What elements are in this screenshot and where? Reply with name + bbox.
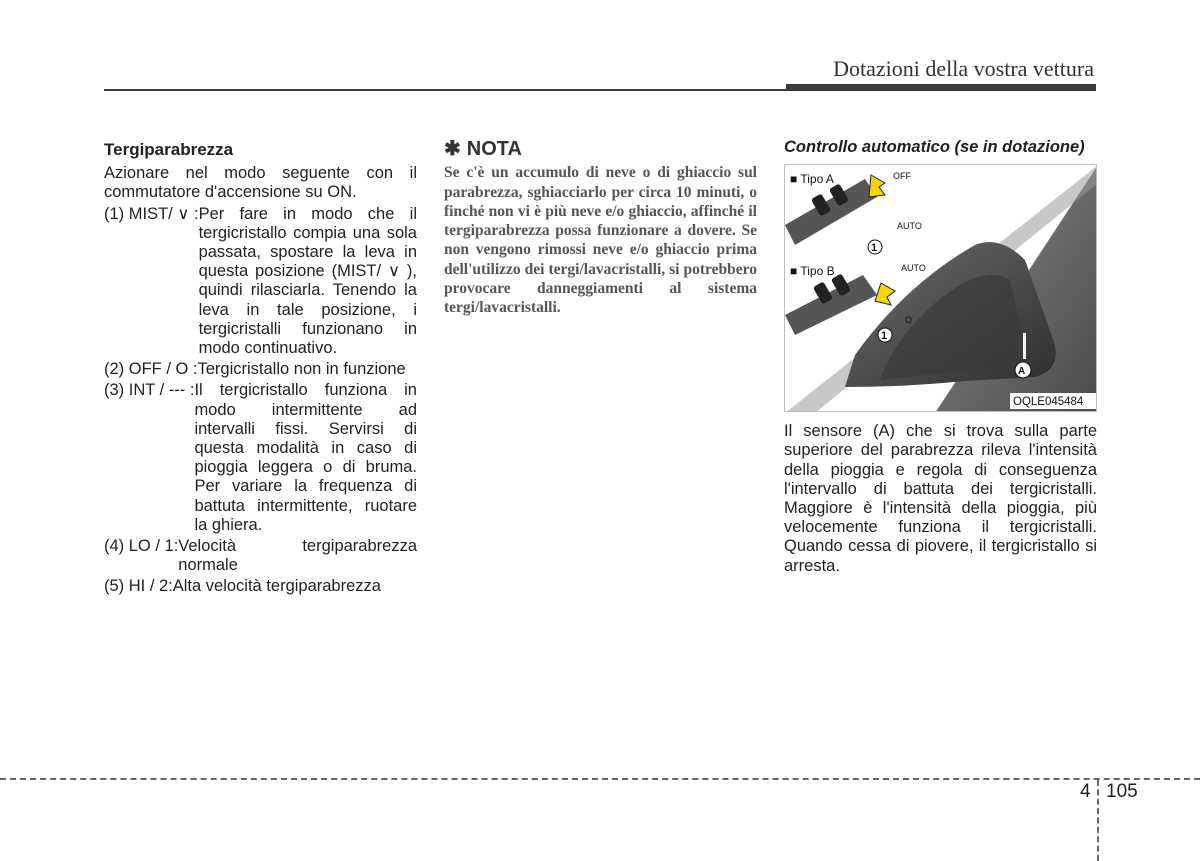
item-label: (3) INT / --- : (104, 381, 195, 400)
o-label: O (905, 315, 913, 326)
off-label: OFF (893, 171, 911, 182)
section-intro: Azionare nel modo seguente con il commutatore d'accensione su ON. (104, 164, 417, 202)
header-rule-bold (786, 84, 1096, 91)
callout-a: A (1018, 366, 1026, 378)
type-a-label: ■ Tipo A (790, 172, 834, 187)
item-text: Alta velocità tergiparabrezza (172, 577, 381, 596)
item-text: Il tergicristallo funziona in modo intermittente ad intervalli fissi. Servirsi di questa modalità in caso di pioggia leggera o di bruma. Per variare la frequenza di battuta intermittente, ruotare la ghiera. (194, 381, 417, 534)
list-item (104, 577, 417, 596)
footer-dashed-rule (0, 778, 1200, 780)
sensor-description: Il sensore (A) che si trova sulla parte superiore del parabrezza rileva l'intensità della pioggia e regola di conseguenza l'intervallo di battuta dei tergicristalli. Maggiore è l'intensità della pioggia, più velocemente funziona il tergicristalli. Quando cessa di piovere, il tergicristallo si arresta. (784, 422, 1097, 575)
figure-code: OQLE045484 (1013, 396, 1084, 409)
chapter-number: 4 (1080, 781, 1091, 802)
section-heading: Tergiparabrezza (104, 140, 234, 159)
asterisk-icon: ✱ (444, 138, 461, 160)
auto-label-b: AUTO (901, 263, 926, 274)
item-label: (5) HI / 2: (104, 577, 173, 596)
running-header: Dotazioni della vostra vettura (833, 56, 1094, 81)
list-item (104, 360, 417, 379)
wiper-section (104, 140, 417, 597)
note-heading: NOTA (466, 138, 522, 160)
arrow-icon (875, 283, 895, 305)
type-b-label: ■ Tipo B (790, 264, 835, 279)
auto-control-section (784, 138, 1097, 576)
list-item (104, 537, 417, 575)
footer-dashed-divider (1097, 780, 1099, 861)
auto-label: AUTO (897, 221, 922, 232)
figure-illustration (785, 165, 1097, 412)
item-text: Velocità tergiparabrezza normale (178, 537, 417, 575)
wiper-sensor-figure (784, 164, 1097, 412)
item-text: Per fare in modo che il tergicristallo compia una sola passata, spostare la leva in questa posizione (MIST/ ∨ ), quindi rilasciarla. Tenendo la leva in tale posizione, i tergicristalli funzionano in modo continuativo. (198, 204, 417, 358)
note-box (444, 140, 757, 318)
arrow-icon (869, 175, 885, 197)
item-text: Tergicristallo non in funzione (197, 360, 406, 379)
item-label: (2) OFF / O : (104, 360, 198, 379)
callout-1: 1 (871, 242, 878, 255)
sensor-marker (1023, 333, 1026, 359)
header-rule (104, 89, 786, 91)
list-item (104, 205, 417, 359)
item-label: (4) LO / 1: (104, 537, 179, 556)
note-title (444, 140, 757, 159)
callout-1b: 1 (881, 330, 888, 343)
page-number: 105 (1106, 781, 1138, 802)
list-item (104, 381, 417, 535)
note-body: Se c'è un accumulo di neve o di ghiaccio sul parabrezza, sghiacciarlo per circa 10 minuti, o finché non vi è più neve e/o ghiaccio, affinché il tergiparabrezza possa funzionare a dovere. Se non vengono rimossi neve e/o ghiaccio prima dell'utilizzo dei tergi/lavacristalli, si potrebbero provocare danneggiamenti al sistema tergi/lavacristalli. (444, 164, 757, 317)
figure-title: Controllo automatico (se in dotazione) (784, 138, 1085, 156)
item-label: (1) MIST/ ∨ : (104, 204, 199, 223)
